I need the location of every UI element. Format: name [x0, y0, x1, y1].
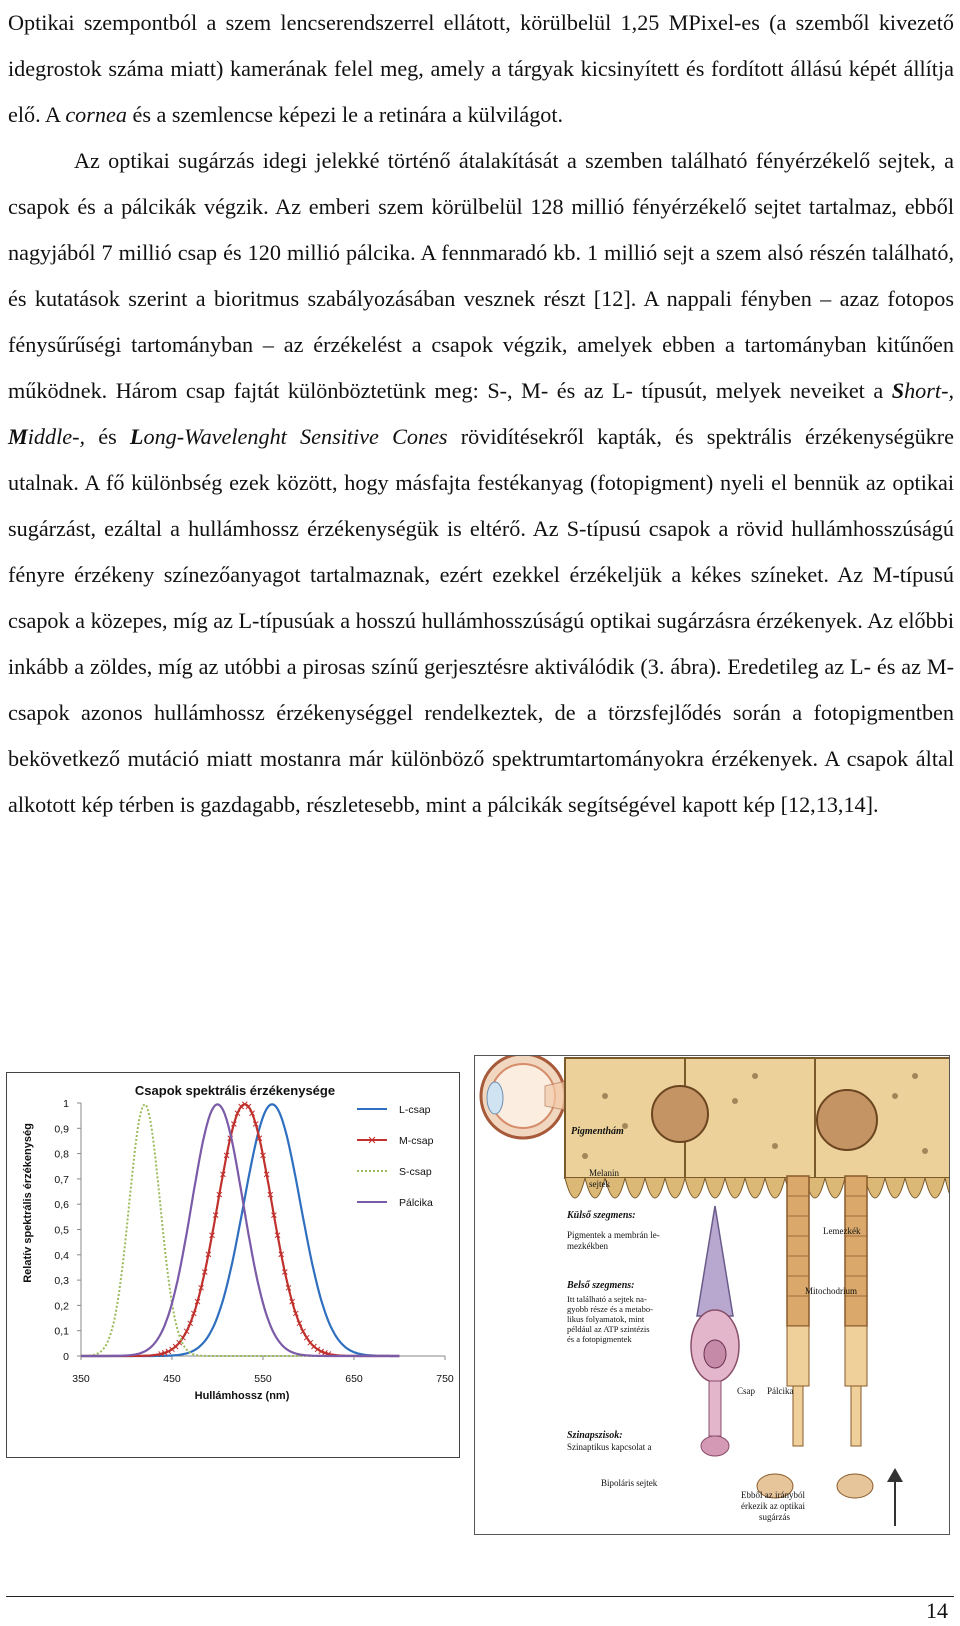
paragraph-1-text-b: és a szemlencse képezi le a retinára a külvilágot.: [126, 102, 564, 127]
label-belso-line-2: gyobb része és a metabo-: [567, 1304, 653, 1314]
label-szinapszis-text: Szinaptikus kapcsolat a: [567, 1442, 652, 1452]
body-text: [8, 0, 954, 828]
legend-label: S-csap: [399, 1166, 432, 1178]
series-1: [81, 1103, 400, 1356]
legend: [357, 1104, 434, 1209]
short-initial: S: [891, 378, 905, 403]
short-term: hort-,: [904, 378, 954, 403]
rod-cells: [787, 1176, 867, 1446]
paragraph-2: [8, 138, 954, 828]
label-kulso-line-1: Pigmentek a membrán le-: [567, 1230, 660, 1240]
middle-term: iddle-,: [27, 424, 86, 449]
label-belso-title: Belső szegmens:: [567, 1280, 635, 1291]
conjunction: és: [85, 424, 130, 449]
page-number: 14: [926, 1598, 948, 1623]
x-tick-label: 350: [72, 1373, 90, 1385]
label-szinapszis-title: Szinapszisok:: [567, 1430, 623, 1441]
x-axis-label: Hullámhossz (nm): [194, 1390, 290, 1402]
x-tick-label: 550: [254, 1373, 272, 1385]
x-tick-label: 650: [345, 1373, 363, 1385]
chart-title: Csapok spektrális érzékenysége: [134, 1083, 336, 1098]
label-fenyirany-line-3: sugárzás: [759, 1512, 790, 1522]
y-axis-label: Relatív spektrális érzékenység: [22, 1123, 34, 1283]
y-tick-label: 0,7: [54, 1173, 69, 1186]
paragraph-2-text-b: rövidítésekről kapták, és spektrális érzékenységükre utalnak. A fő különbség ezek között, hogy másfajta festékanyag (fotopigment) nyeli el bennük az optikai sugárzást, ezáltal a hullámhossz érzékenységük is eltérő. Az S-típusú csapok a rövid hullámhosszúságú fényre érzékeny színezőanyagot tartalmaznak, ezért ezekkel érzékeljük a kékes színeket. Az M-típusú csapok a közepes, míg az L-típusúak a hosszú hullámhosszúságú optikai sugárzásra érzékenyek. Az előbbi inkább a zöldes, míg az utóbbi a pirosas színű gerjesztésre aktiválódik (3. ábra). Eredetileg az L- és az M-csapok azonos hullámhossz érzékenységgel rendelkeztek, de a törzsfejlődés során a fotopigmentben bekövetkező mutáció miatt mostanra már különböző spektrumtartományokra érzékenyek. A csapok által alkotott kép térben is gazdagabb, részletesebb, mint a pálcikák segítségével kapott kép [12,13,14].: [8, 424, 955, 817]
legend-label: Pálcika: [399, 1197, 433, 1209]
nucleus-icon: [817, 1090, 877, 1150]
series-2: [81, 1102, 400, 1357]
y-tick-label: 1: [63, 1098, 69, 1110]
y-tick-label: 0,1: [54, 1325, 69, 1338]
y-tick-label: 0,6: [54, 1199, 69, 1212]
series-marker: [311, 1344, 316, 1349]
x-tick-label: 750: [436, 1373, 454, 1385]
series-3: [81, 1103, 400, 1356]
label-kulso-line-2: mezkékben: [567, 1241, 608, 1251]
label-palcika: Pálcika: [767, 1386, 794, 1396]
light-arrow-icon: [887, 1468, 903, 1526]
y-tick-label: 0,2: [54, 1300, 69, 1313]
legend-label: L-csap: [399, 1104, 431, 1116]
label-fenyirany: [741, 1490, 807, 1522]
label-belso-line-3: likus folyamatok, mint: [567, 1314, 645, 1324]
label-fenyirany-line-1: Ebből az irányból: [741, 1490, 805, 1500]
label-kulso-title: Külső szegmens:: [567, 1210, 636, 1221]
middle-initial: M: [8, 424, 28, 449]
cone-cell: [691, 1206, 739, 1456]
retina-illustration-svg: [475, 1056, 950, 1535]
series-line: [81, 1104, 400, 1356]
spectral-sensitivity-chart: [6, 1072, 460, 1458]
label-belso-line-5: és a fotopigmentek: [567, 1334, 632, 1344]
label-belso-line-4: például az ATP szintézis: [567, 1324, 650, 1334]
y-tick-label: 0,5: [54, 1224, 69, 1237]
label-bipolaris: Bipoláris sejtek: [601, 1478, 658, 1488]
label-mitochodrium: Mitochodrium: [805, 1286, 857, 1296]
long-initial: L: [129, 424, 144, 449]
label-belso-line-1: Itt található a sejtek na-: [567, 1294, 647, 1304]
label-kulso-text: [567, 1230, 660, 1251]
y-tick-label: 0: [63, 1351, 69, 1363]
label-belso-text: [567, 1294, 655, 1344]
chart-svg: [7, 1073, 461, 1459]
series-lines: [81, 1102, 400, 1357]
label-csap: Csap: [737, 1386, 755, 1396]
y-tick-label: 0,9: [54, 1123, 69, 1136]
y-tick-label: 0,3: [54, 1275, 69, 1288]
footer-rule: [6, 1596, 954, 1597]
label-melanin-line-1: Melanin: [589, 1168, 619, 1178]
legend-label: M-csap: [399, 1135, 434, 1147]
series-4: [81, 1103, 400, 1356]
long-term: ong-Wavelenght Sensitive Cones: [143, 424, 448, 449]
paragraph-2-text-a: Az optikai sugárzás idegi jelekké történő átalakítását a szemben található fényérzékelő sejtek, a csapok és a pálcikák végzik. Az emberi szem körülbelül 128 millió fényérzékelő sejtet tartalmaz, ebből nagyjából 7 millió csap és 120 millió pálcika. A fennmaradó kb. 1 millió sejt a szem alsó részén található, és kutatások szerint a bioritmus szabályozásában vesznek részt [12]. A nappali fényben – azaz fotopos fénysűrűségi tartományban – az érzékelést a csapok végzik, amelyek ebben a tartományban kitűnően működnek. Három csap fajtát különböztetünk meg: S-, M- és az L- típusút, melyek neveiket a: [8, 148, 954, 403]
axes: [54, 1098, 454, 1385]
series-line: [81, 1104, 400, 1356]
label-pigmenthám: Pigmenthám: [571, 1126, 624, 1137]
y-tick-label: 0,8: [54, 1148, 69, 1161]
label-melanin-line-2: sejtek: [589, 1179, 610, 1189]
series-line: [81, 1104, 400, 1356]
y-tick-label: 0,4: [54, 1249, 69, 1262]
paragraph-1: [8, 0, 954, 138]
label-lemezkek: Lemezkék: [823, 1226, 861, 1236]
series-line: [81, 1104, 400, 1356]
paragraph-1-text-a: Optikai szempontból a szem lencserendszerrel ellátott, körülbelül 1,25 MPixel-es (a szemből kivezető idegrostok száma miatt) kamerának felel meg, amely a tárgyak kicsinyített és fordított állású képét állítja elő. A: [8, 10, 954, 127]
label-fenyirany-line-2: érkezik az optikai: [741, 1501, 805, 1511]
retina-cells-illustration: [474, 1055, 950, 1535]
x-tick-label: 450: [163, 1373, 181, 1385]
cornea-term: cornea: [65, 102, 127, 127]
nucleus-icon: [652, 1086, 708, 1142]
